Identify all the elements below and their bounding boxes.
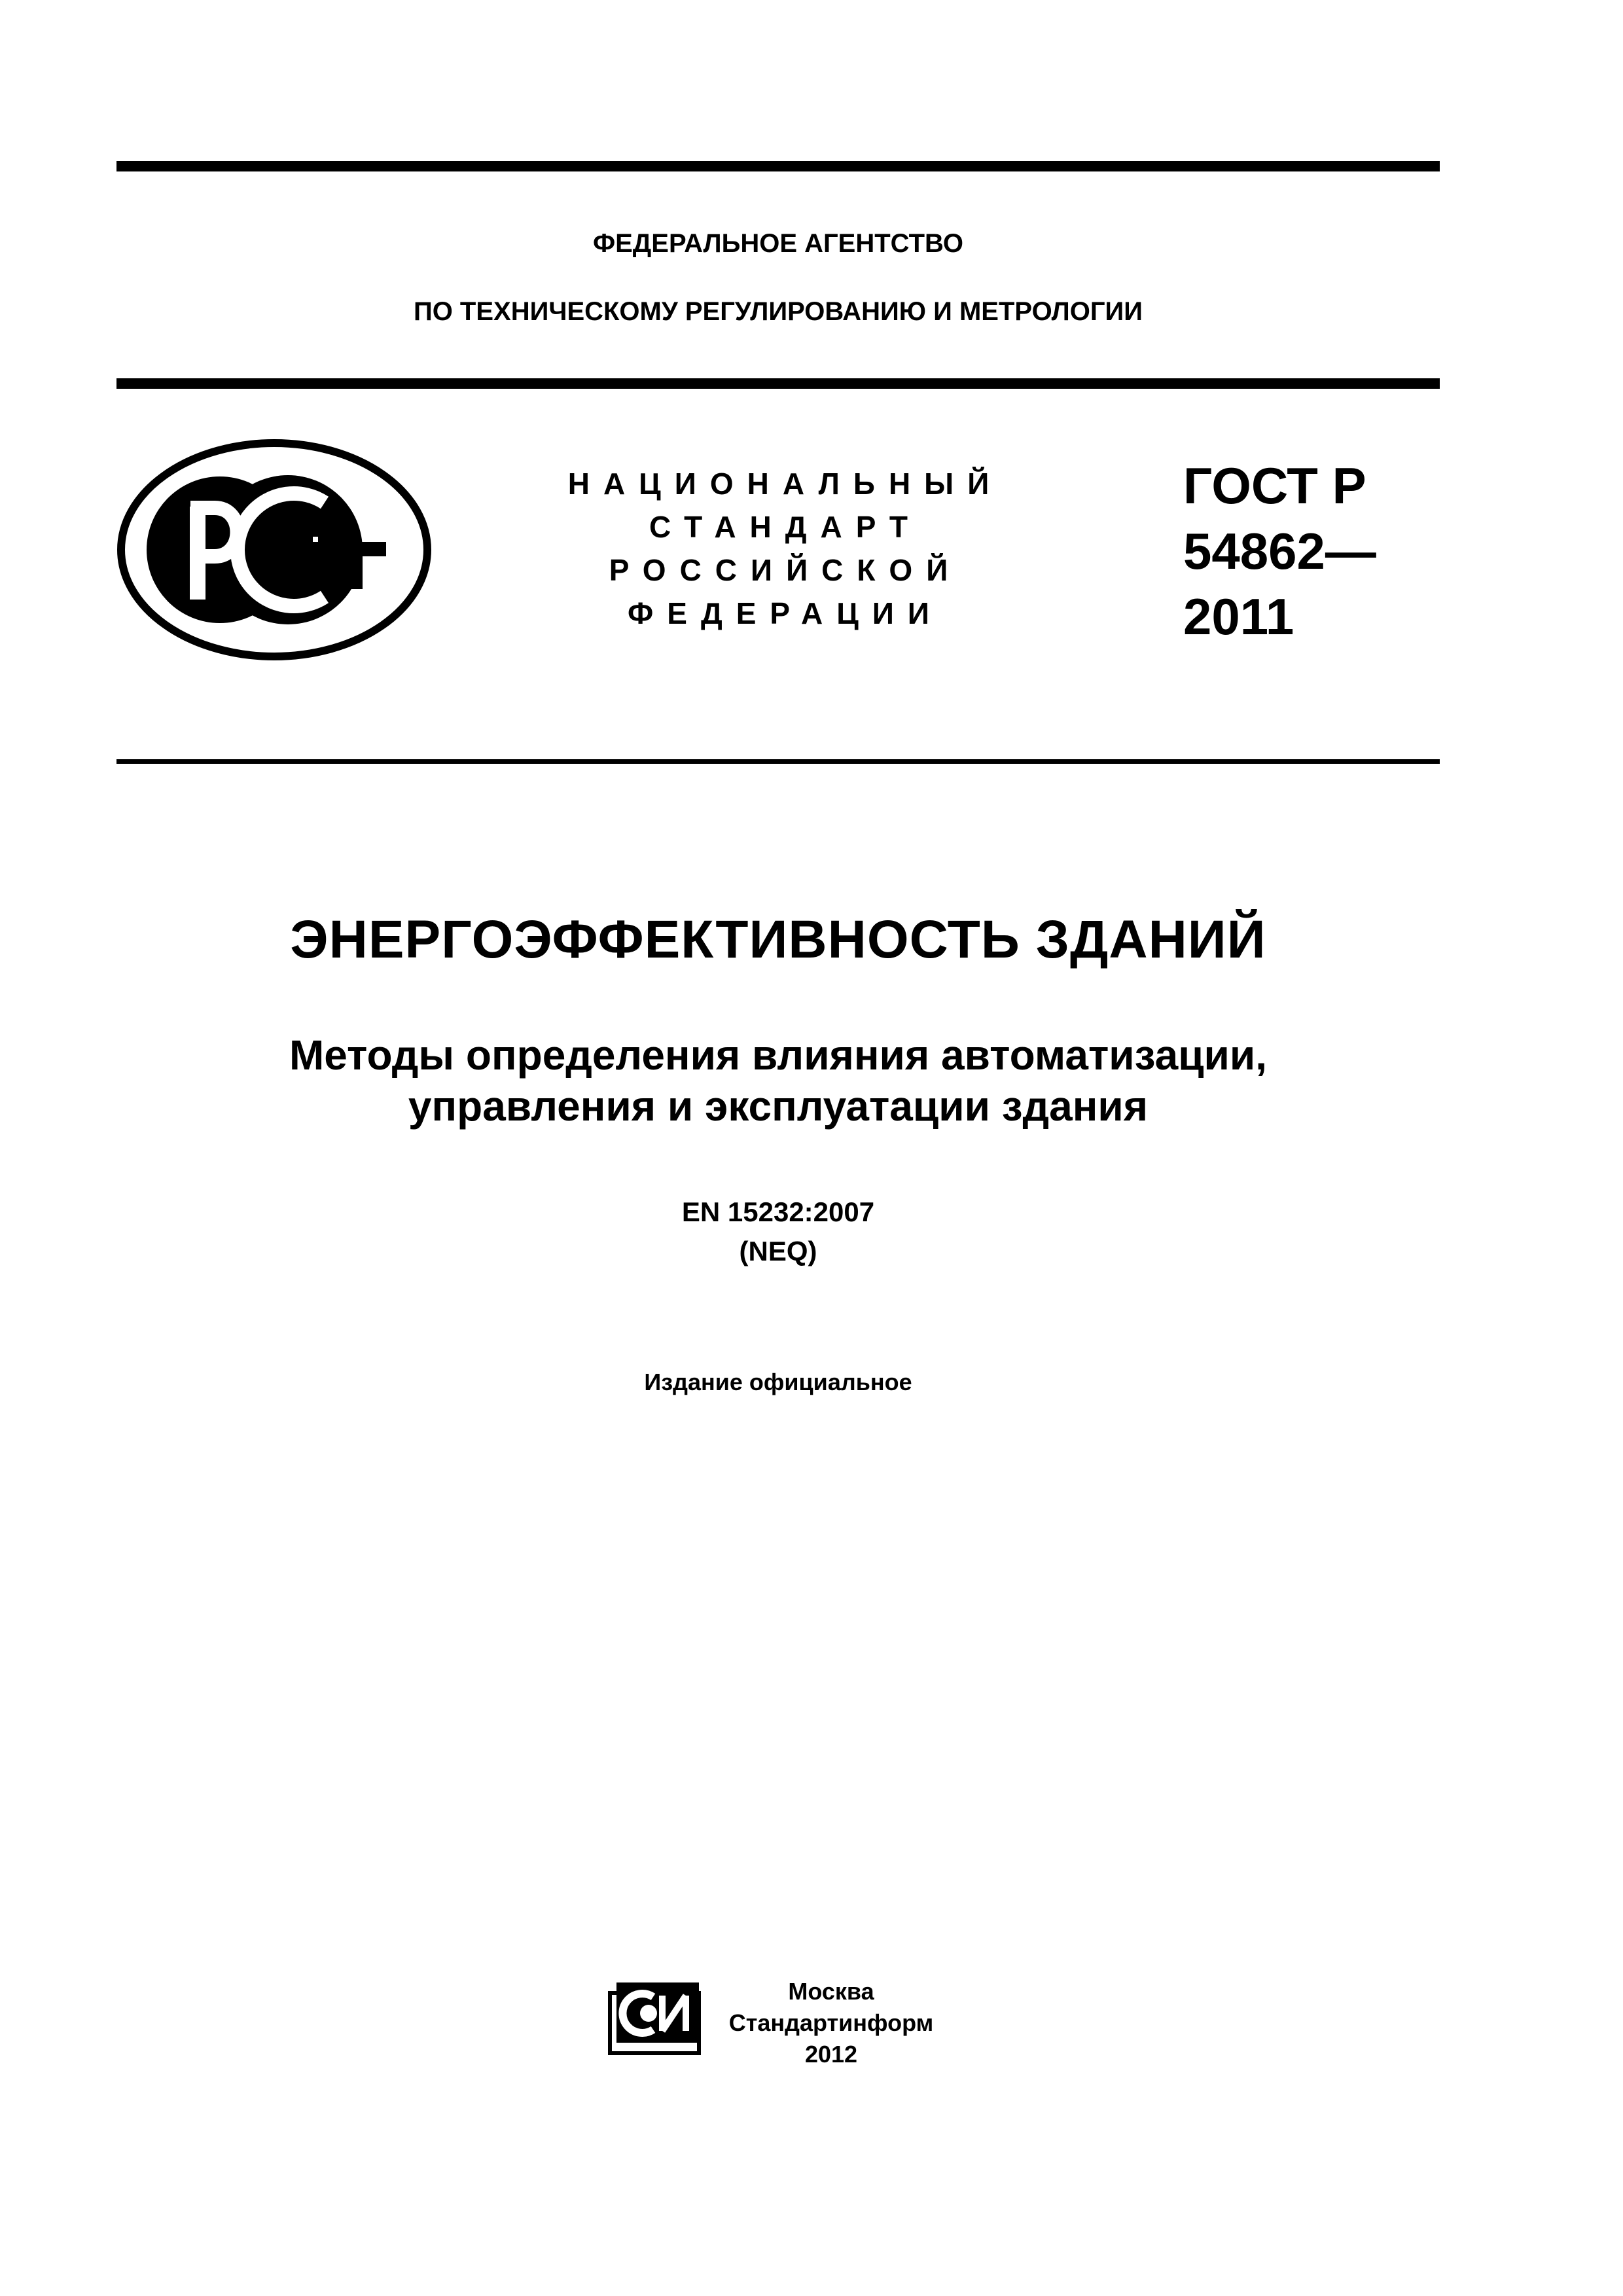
standard-type-line-4: ФЕДЕРАЦИИ — [628, 596, 943, 630]
designation-line-3: 2011 — [1183, 588, 1294, 645]
standard-type-line-1: НАЦИОНАЛЬНЫЙ — [567, 467, 1003, 501]
document-subtitle-line-1: Методы определения влияния автоматизации, — [289, 1031, 1268, 1079]
standard-type-line-3: РОССИЙСКОЙ — [609, 553, 962, 587]
agency-line-1: ФЕДЕРАЛЬНОЕ АГЕНТСТВО — [592, 229, 964, 258]
lower-rule — [116, 759, 1440, 764]
reference-equivalence: (NEQ) — [739, 1236, 817, 1266]
rst-logo-icon — [116, 439, 432, 661]
publisher-city: Москва — [788, 1978, 874, 2005]
standartinform-logo-icon — [607, 1980, 702, 2056]
middle-rule — [116, 378, 1440, 389]
agency-line-2: ПО ТЕХНИЧЕСКОМУ РЕГУЛИРОВАНИЮ И МЕТРОЛОГИИ — [413, 297, 1143, 326]
top-rule — [116, 161, 1440, 171]
designation-line-2: 54862— — [1183, 522, 1376, 580]
publisher-name: Стандартинформ — [728, 2009, 934, 2036]
standard-type-line-2: СТАНДАРТ — [649, 510, 921, 544]
document-subtitle-line-2: управления и эксплуатации здания — [408, 1083, 1149, 1130]
designation-line-1: ГОСТ Р — [1183, 457, 1366, 514]
reference-standard: EN 15232:2007 — [681, 1196, 875, 1227]
edition-label: Издание официальное — [644, 1369, 912, 1395]
publication-year: 2012 — [804, 2041, 858, 2068]
document-title: ЭНЕРГОЭФФЕКТИВНОСТЬ ЗДАНИЙ — [290, 910, 1266, 969]
